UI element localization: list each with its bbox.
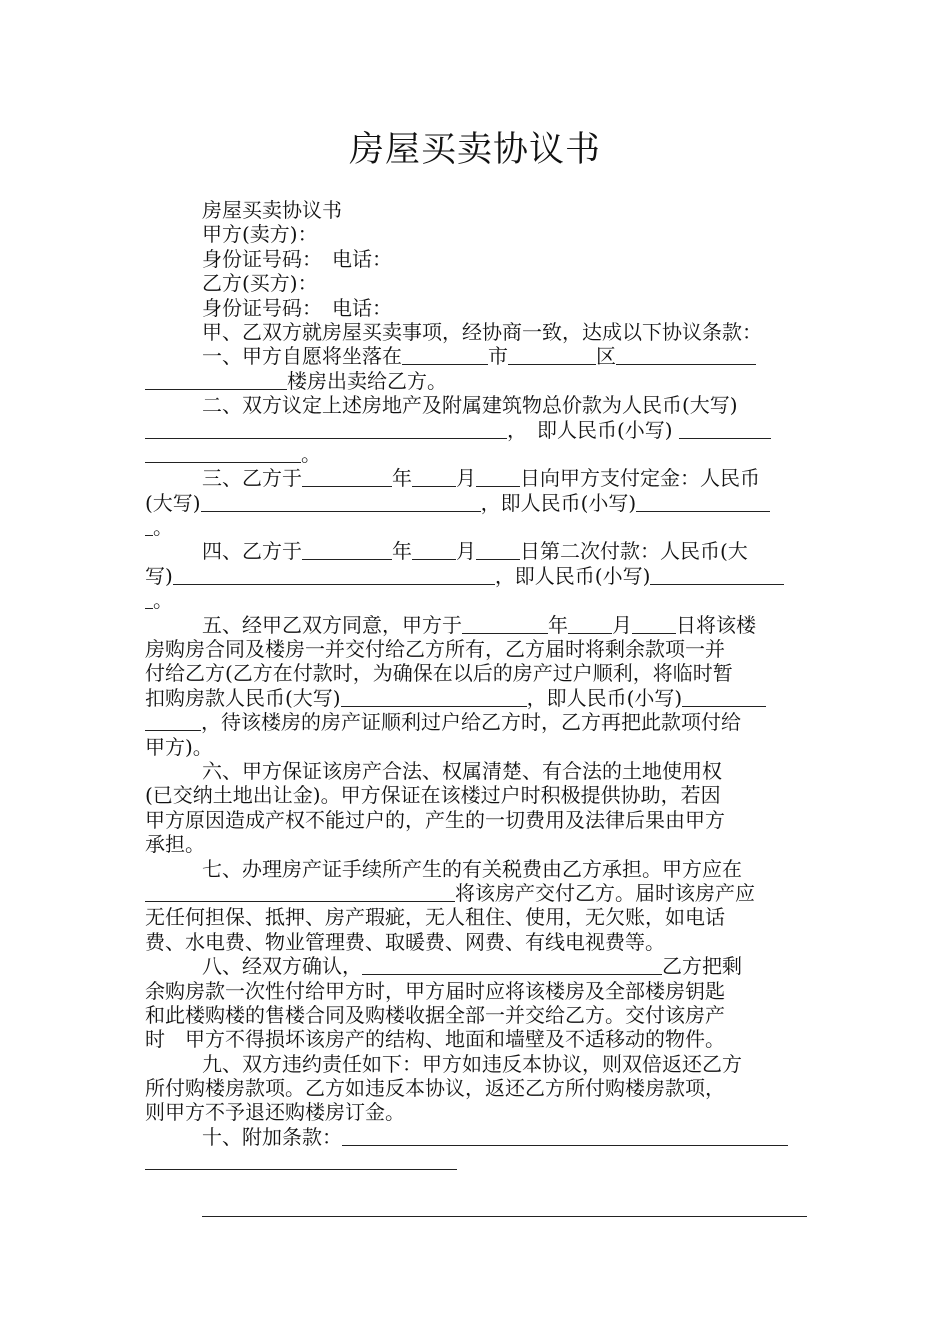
clause-6-line-2: (已交纳土地出让金)。甲方保证在该楼过户时积极提供协助，若因 [145,783,721,808]
blank-additional-terms [342,1125,788,1146]
clause-8-text-a: 八、经双方确认， [202,954,362,979]
blank-handover-day [632,613,676,634]
clause-5-text-5: ，待该楼房的房产证顺利过户给乙方时，乙方再把此款项付给 [201,710,741,735]
clause-1-line-2 [145,369,807,393]
clause-4-line-3 [145,588,807,612]
clause-8-text-b: 乙方把剩 [662,954,742,979]
clause-9-line-2: 所付购楼房款项。乙方如违反本协议，返还乙方所付购楼房款项， [145,1076,725,1101]
clause-8-line-3: 和此楼购楼的售楼合同及购楼收据全部一并交给乙方。交付该房产 [145,1002,725,1027]
intro-line: 甲、乙双方就房屋买卖事项，经协商一致，达成以下协议条款： [202,319,762,344]
clause-9-line-1: 九、双方违约责任如下：甲方如违反本协议，则双倍返还乙方 [202,1051,742,1076]
clause-3-line-3 [145,515,807,539]
party-b-line: 乙方(买方)： [202,271,318,296]
clause-7-line-3: 无任何担保、抵押、房产瑕疵，无人租住、使用，无欠账，如电话 [145,905,725,930]
clause-3-line-2 [145,491,807,515]
clause-2-text-b: ， 即人民币(小写) [507,417,673,442]
blank-second-lower [650,564,784,585]
blank-deposit-upper [201,491,481,512]
clause-3-text-e: (大写) [145,490,201,515]
blank-district [508,344,596,365]
document-title: 房屋买卖协议书 [348,130,601,170]
blank-second-lower-cont [145,588,153,609]
clause-5-text-a: 五、经甲乙双方同意，甲方于 [202,612,462,637]
clause-6-line-3: 甲方原因造成产权不能过户的，产生的一切费用及法律后果由甲方 [145,807,725,832]
clause-5-line-3: 付给乙方(乙方在付款时，为确保在以后的房产过户顺利，将临时暂 [145,661,733,686]
blank-delivery-date [145,881,455,902]
blank-city [402,344,488,365]
clause-1-text-a: 一、甲方自愿将坐落在 [202,344,402,369]
sub-title: 房屋买卖协议书 [202,198,342,222]
signature-rule [202,1216,807,1217]
clause-10-line-2 [145,1149,807,1173]
clause-7-line-1: 七、办理房产证手续所产生的有关税费由乙方承担。甲方应在 [202,856,742,881]
blank-handover-year [462,613,548,634]
blank-total-upper [145,418,507,439]
clause-3-text-g: 。 [153,515,173,540]
clause-1-text-b: 市 [488,344,508,369]
blank-confirm [362,954,662,975]
blank-address [616,344,756,365]
clause-9-line-3: 则甲方不予退还购楼房订金。 [145,1100,405,1125]
party-a-line: 甲方(卖方)： [202,222,318,247]
blank-second-year [302,539,392,560]
blank-total-lower [679,418,771,439]
blank-deposit-day [476,466,520,487]
clause-8-line-4: 时 甲方不得损坏该房产的结构、地面和墙壁及不适移动的物件。 [145,1027,725,1052]
clause-4-text-e: 写) [145,563,173,588]
blank-address-cont [145,369,287,390]
clause-10-line-1 [145,1125,807,1149]
blank-additional-terms-cont [145,1149,457,1170]
clause-5-line-2: 房购房合同及楼房一并交付给乙方所有，乙方届时将剩余款项一并 [145,637,725,662]
clause-4-text-b: 年 [392,539,412,564]
clause-5-line-5 [145,710,807,734]
clause-5-line-1 [145,613,807,637]
blank-withhold-lower-cont [145,710,201,731]
clause-1-line-1 [145,344,807,368]
blank-handover-month [568,613,612,634]
clause-2-text-c: 。 [301,441,321,466]
document-body [145,198,807,1174]
blank-deposit-year [302,466,392,487]
blank-second-day [476,539,520,560]
clause-1-text-c: 区 [596,344,616,369]
clause-5-text-b: 年 [548,612,568,637]
clause-2-line-1: 二、双方议定上述房地产及附属建筑物总价款为人民币(大写) [202,393,738,418]
clause-8-line-2: 余购房款一次性付给甲方时，甲方届时应将该楼房及全部楼房钥匙 [145,978,725,1003]
clause-4-text-c: 月 [456,539,476,564]
clause-6-line-1: 六、甲方保证该房产合法、权属清楚、有合法的土地使用权 [202,758,722,783]
clause-5-text-4a: 扣购房款人民币(大写) [145,685,341,710]
blank-second-month [412,539,456,560]
clause-10-text: 十、附加条款： [202,1124,342,1149]
clause-5-text-d: 日将该楼 [676,612,756,637]
party-a-id-line: 身份证号码： 电话： [202,246,392,271]
clause-4-text-d: 日第二次付款：人民币(大 [520,539,748,564]
blank-deposit-month [412,466,456,487]
clause-4-line-2 [145,564,807,588]
blank-withhold-upper [341,686,527,707]
clause-4-line-1 [145,539,807,563]
blank-deposit-lower-cont [145,515,153,536]
clause-3-text-b: 年 [392,466,412,491]
party-b-id-line: 身份证号码： 电话： [202,295,392,320]
clause-2-line-3 [145,442,807,466]
clause-3-text-f: ，即人民币(小写) [480,490,637,515]
clause-1-text-d: 楼房出卖给乙方。 [287,368,447,393]
clause-4-text-f: ，即人民币(小写) [494,563,651,588]
clause-5-line-4 [145,686,807,710]
clause-2-line-2 [145,418,807,442]
clause-5-line-6: 甲方)。 [145,734,213,759]
clause-4-text-a: 四、乙方于 [202,539,302,564]
clause-3-text-c: 月 [456,466,476,491]
clause-8-line-1 [145,954,807,978]
clause-3-text-d: 日向甲方支付定金：人民币 [520,466,760,491]
clause-7-line-2 [145,881,807,905]
clause-5-text-c: 月 [612,612,632,637]
blank-deposit-lower [636,491,770,512]
clause-7-line-4: 费、水电费、物业管理费、取暖费、网费、有线电视费等。 [145,929,665,954]
clause-6-line-4: 承担。 [145,832,205,857]
clause-7-text-2: 将该房产交付乙方。届时该房产应 [455,880,755,905]
clause-3-text-a: 三、乙方于 [202,466,302,491]
blank-second-upper [173,564,495,585]
clause-5-text-4b: ，即人民币(小写) [526,685,683,710]
clause-3-line-1 [145,466,807,490]
clause-4-text-g: 。 [153,588,173,613]
blank-withhold-lower [682,686,766,707]
blank-total-lower-cont [145,442,301,463]
